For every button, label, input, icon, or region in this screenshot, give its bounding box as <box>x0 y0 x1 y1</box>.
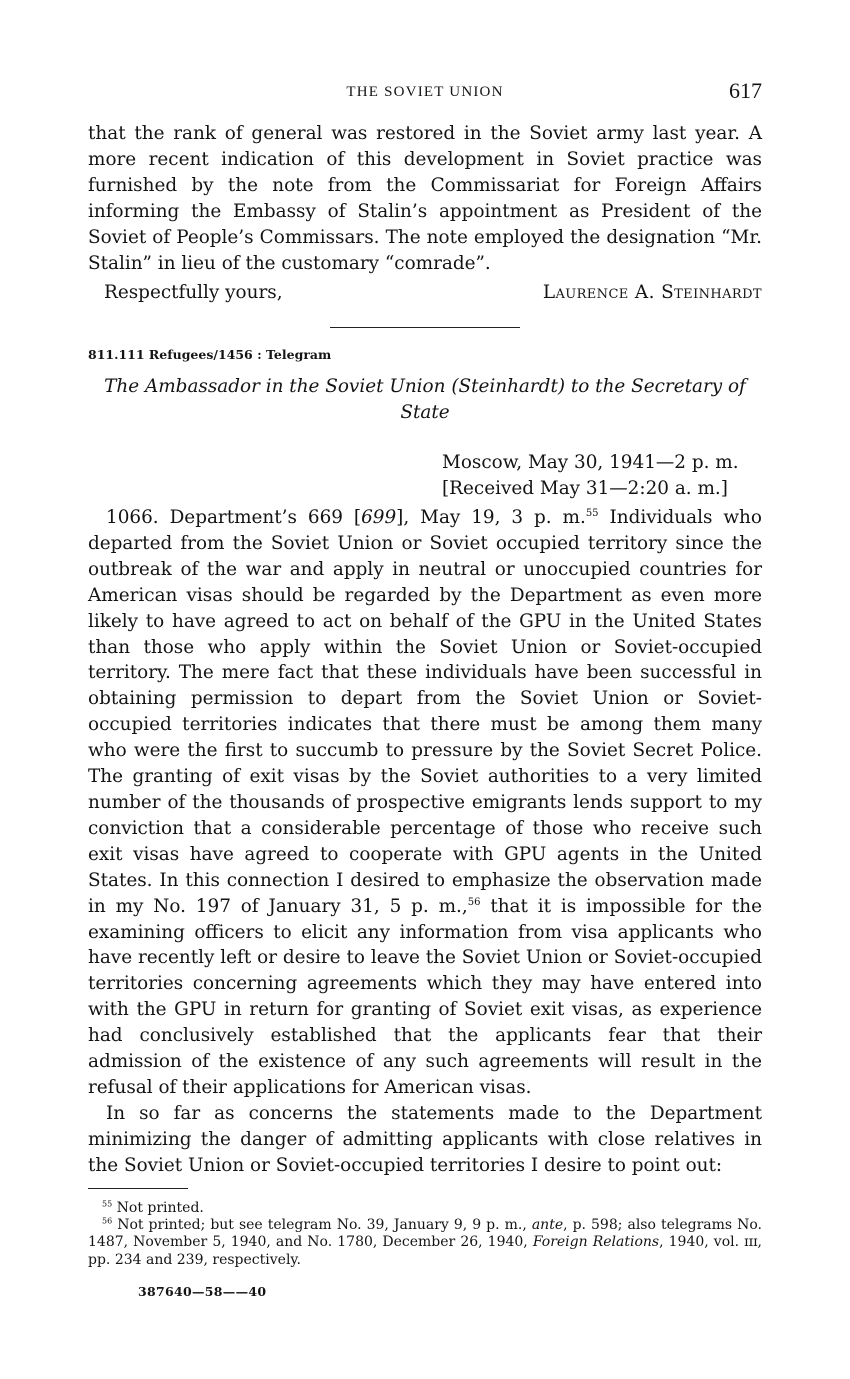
footnote-56-part-c: , 1940, vol. ɪɪɪ, pp. 234 and 239, respectively. <box>88 1234 763 1268</box>
print-code: 387640—58——40 <box>138 1284 267 1299</box>
footnote-ref-55: 55 <box>585 507 599 519</box>
page-number: 617 <box>729 78 762 103</box>
footnote-56-part-b: , p. 598; also telegrams No. 1487, November 5, 1940, and No. 1780, December 26, 1940, <box>88 1217 762 1251</box>
footnote-56-foreign-relations: Foreign Relations <box>532 1234 660 1251</box>
section-divider <box>330 327 520 328</box>
paragraph-2: In so far as concerns the statements made to the Department minimizing the danger of admitting applicants with close relatives in the Soviet Union or Soviet-occupied territories I desire to point out: <box>88 1102 762 1176</box>
complimentary-close: Respectfully yours, <box>104 282 283 303</box>
footnote-56 <box>88 1217 762 1269</box>
para1-italic-number: 699 <box>361 507 397 528</box>
dateline: Moscow, May 30, 1941—2 p. m. <box>442 452 739 473</box>
page-header <box>88 78 762 108</box>
footnotes <box>88 1200 762 1269</box>
para1-part-d: that it is impossible for the examining officers to elicit any information from visa applicants who have recently left or desire to leave the Soviet Union or Soviet-occupied territories concerning agreements which they may have entered into with the GPU in return for granting of Soviet exit visas, as experience had conclusively established that the applicants fear that their admission of the existence of any such agreements will result in the refusal of their applications for American visas. <box>88 895 762 1098</box>
paragraph-1066 <box>88 505 762 1101</box>
para1-part-c: Individuals who departed from the Soviet Union or Soviet occupied territory since the outbreak of the war and apply in neutral or unoccupied countries for American visas should be regarded by the Department as even more likely to have agreed to act on behalf of the GPU in the United States than those who apply within the Soviet Union or Soviet-occupied territory. The mere fact that these individuals have been successful in obtaining permission to depart from the Soviet Union or Soviet-occupied territories indicates that there must be among them many who were the first to succumb to pressure by the Soviet Secret Police. The granting of exit visas by the Soviet authorities to a very limited number of the thousands of prospective emigrants lends support to my conviction that a considerable percentage of those who receive such exit visas have agreed to cooperate with GPU agents in the United States. In this connection I desired to emphasize the observation made in my No. 197 of January 31, 5 p. m., <box>88 507 762 917</box>
running-title: THE SOVIET UNION <box>346 84 504 100</box>
letter-end-block <box>88 121 762 276</box>
continued-paragraph: that the rank of general was restored in the Soviet army last year. A more recent indication of this development in Soviet practice was furnished by the note from the Commissariat for Foreign Affairs informing the Embassy of Stalin’s appointment as President of the Soviet of People’s Commissars. The note employed the designation “Mr. Stalin” in lieu of the customary “comrade”. <box>88 123 762 274</box>
footnote-ref-56: 56 <box>467 896 481 908</box>
para1-part-a: 1066. Department’s 669 [ <box>106 507 362 528</box>
dateline-block <box>442 450 762 502</box>
footnote-55-text: Not printed. <box>116 1200 204 1216</box>
para1-part-b: ], May 19, 3 p. m. <box>396 507 586 528</box>
file-reference: 811.111 Refugees/1456 : Telegram <box>88 347 332 362</box>
telegram-body <box>88 505 762 1179</box>
footnote-56-mark: 56 <box>102 1216 113 1226</box>
received-line: [Received May 31—2:20 a. m.] <box>442 477 728 499</box>
footnote-56-part-a: Not printed; but see telegram No. 39, January 9, 9 p. m., <box>117 1217 532 1234</box>
document-title: The Ambassador in the Soviet Union (Steinhardt) to the Secretary of State <box>104 376 746 423</box>
footnote-55-mark: 55 <box>102 1199 113 1209</box>
signature: Laurence A. Steinhardt <box>542 282 762 303</box>
footnote-divider <box>88 1188 188 1189</box>
footnote-56-ante: ante <box>531 1217 564 1234</box>
letter-closing <box>88 282 762 308</box>
footnote-55 <box>88 1200 762 1217</box>
